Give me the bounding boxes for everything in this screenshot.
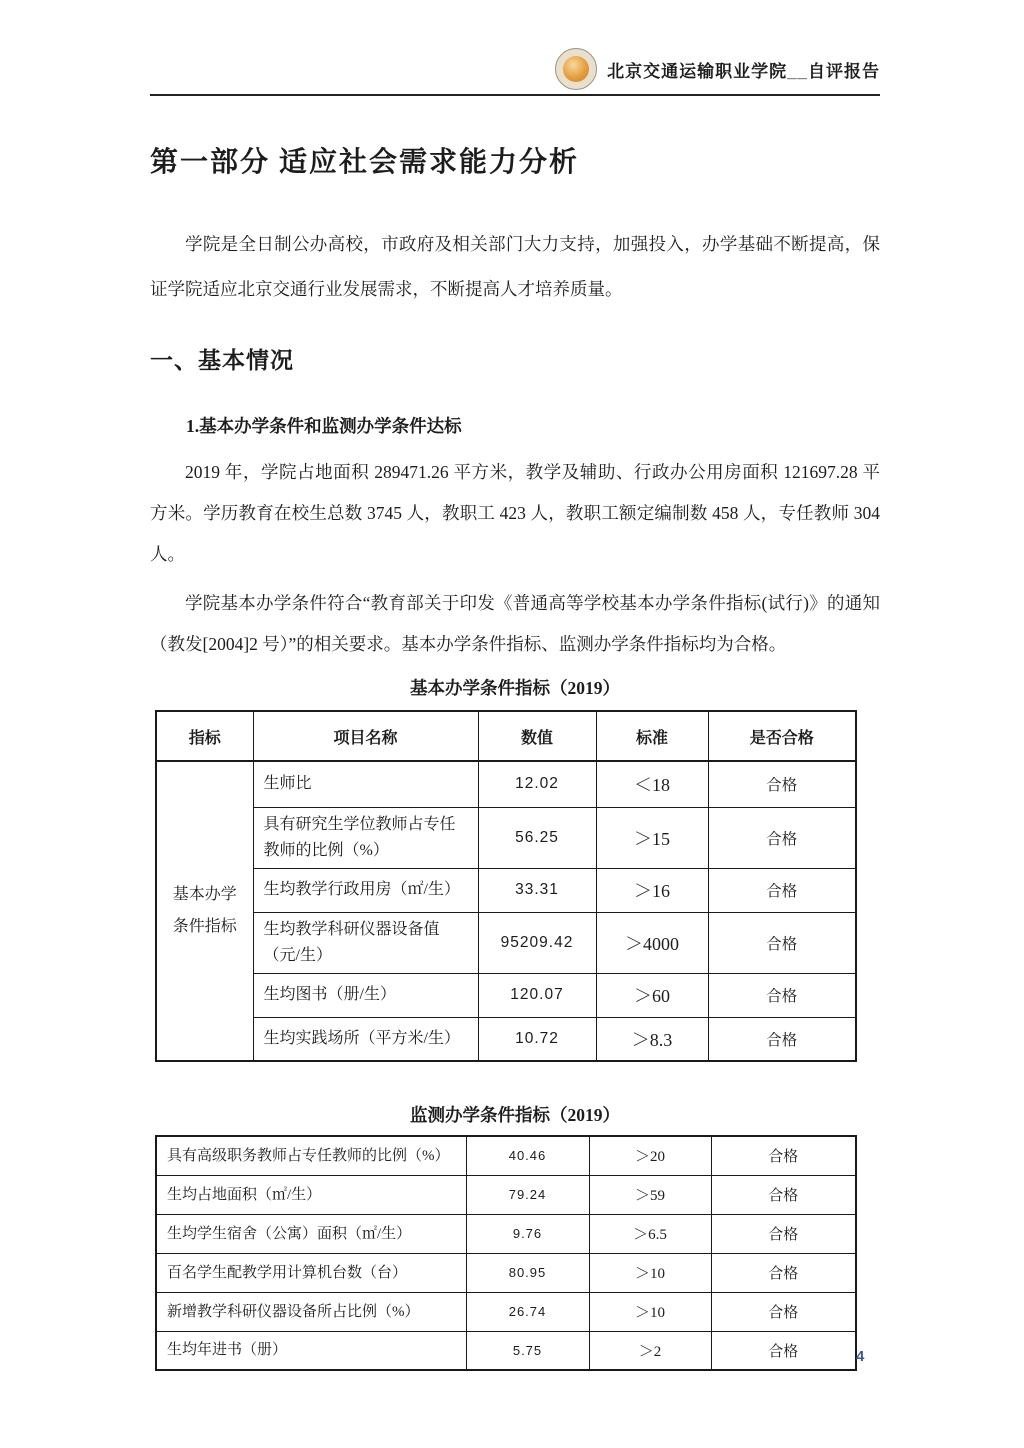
cell-qualified: 合格 (711, 1136, 856, 1175)
cell-item-name: 新增教学科研仪器设备所占比例（%） (156, 1292, 466, 1331)
cell-value: 26.74 (466, 1292, 589, 1331)
cell-item-name: 生均图书（册/生） (253, 973, 478, 1017)
table-row (156, 1292, 856, 1331)
table-row (156, 1175, 856, 1214)
table-row (156, 868, 856, 912)
cell-standard: ＞16 (596, 868, 708, 912)
cell-value: 5.75 (466, 1331, 589, 1370)
compliance-paragraph: 学院基本办学条件符合“教育部关于印发《普通高等学校基本办学条件指标(试行)》的通知（教发[2004]2 号）”的相关要求。基本办学条件指标、监测办学条件指标均为合格。 (150, 593, 880, 654)
college-seal-center (563, 56, 589, 82)
section-title: 一、基本情况 (150, 348, 294, 373)
group-label-cell: 基本办学条件指标 (156, 761, 253, 1061)
intro-paragraph: 学院是全日制公办高校，市政府及相关部门大力支持，加强投入，办学基础不断提高，保证学院适应北京交通行业发展需求，不断提高人才培养质量。 (150, 234, 880, 299)
header-divider (150, 94, 880, 96)
cell-qualified: 合格 (708, 807, 856, 868)
cell-standard: ＞20 (589, 1136, 711, 1175)
cell-item-name: 生均教学科研仪器设备值（元/生） (253, 912, 478, 973)
cell-qualified: 合格 (708, 761, 856, 807)
page-number: 4 (856, 1348, 865, 1365)
cell-qualified: 合格 (711, 1331, 856, 1370)
col-header-indicator: 指标 (156, 711, 253, 761)
table-row (156, 1017, 856, 1061)
cell-value: 10.72 (478, 1017, 596, 1061)
cell-qualified: 合格 (711, 1292, 856, 1331)
col-header-qualified: 是否合格 (708, 711, 856, 761)
cell-item-name: 生均年进书（册） (156, 1331, 466, 1370)
cell-qualified: 合格 (708, 973, 856, 1017)
col-header-standard: 标准 (596, 711, 708, 761)
cell-standard: ＞10 (589, 1253, 711, 1292)
cell-item-name: 具有高级职务教师占专任教师的比例（%） (156, 1136, 466, 1175)
cell-value: 95209.42 (478, 912, 596, 973)
cell-value: 33.31 (478, 868, 596, 912)
cell-standard: ＞59 (589, 1175, 711, 1214)
header-title: 北京交通运输职业学院__自评报告 (607, 61, 880, 81)
cell-standard: ＞2 (589, 1331, 711, 1370)
table-row (156, 1214, 856, 1253)
cell-item-name: 百名学生配教学用计算机台数（台） (156, 1253, 466, 1292)
basic-conditions-table (155, 710, 857, 1062)
part-title: 第一部分 适应社会需求能力分析 (150, 147, 580, 178)
cell-standard: ＞6.5 (589, 1214, 711, 1253)
cell-item-name: 生均学生宿舍（公寓）面积（㎡/生） (156, 1214, 466, 1253)
cell-value: 120.07 (478, 973, 596, 1017)
cell-item-name: 具有研究生学位教师占专任教师的比例（%） (253, 807, 478, 868)
monitoring-conditions-table-title: 监测办学条件指标（2019） (410, 1105, 620, 1125)
conditions-paragraph: 2019 年，学院占地面积 289471.26 平方米，教学及辅助、行政办公用房面积 121697.28 平方米。学历教育在校生总数 3745 人，教职工 423 人，教职工额定编制数 458 人，专任教师 304 人。 (150, 462, 880, 564)
cell-item-name: 生师比 (253, 761, 478, 807)
cell-qualified: 合格 (711, 1175, 856, 1214)
cell-value: 40.46 (466, 1136, 589, 1175)
table-row (156, 1331, 856, 1370)
cell-value: 9.76 (466, 1214, 589, 1253)
cell-standard: ＜18 (596, 761, 708, 807)
cell-standard: ＞60 (596, 973, 708, 1017)
table-row (156, 1253, 856, 1292)
cell-qualified: 合格 (711, 1214, 856, 1253)
table-header-row (156, 711, 856, 761)
monitoring-conditions-table (155, 1135, 857, 1371)
document-header (150, 0, 880, 90)
cell-value: 56.25 (478, 807, 596, 868)
table-row (156, 973, 856, 1017)
cell-value: 80.95 (466, 1253, 589, 1292)
col-header-item-name: 项目名称 (253, 711, 478, 761)
cell-value: 12.02 (478, 761, 596, 807)
cell-qualified: 合格 (711, 1253, 856, 1292)
subsection-title: 1.基本办学条件和监测办学条件达标 (186, 416, 462, 436)
col-header-value: 数值 (478, 711, 596, 761)
cell-qualified: 合格 (708, 912, 856, 973)
basic-conditions-table-title: 基本办学条件指标（2019） (410, 678, 620, 698)
cell-qualified: 合格 (708, 1017, 856, 1061)
table-row (156, 912, 856, 973)
table-row (156, 1136, 856, 1175)
cell-item-name: 生均教学行政用房（㎡/生） (253, 868, 478, 912)
cell-standard: ＞8.3 (596, 1017, 708, 1061)
cell-item-name: 生均实践场所（平方米/生） (253, 1017, 478, 1061)
college-seal-icon (555, 48, 597, 90)
cell-value: 79.24 (466, 1175, 589, 1214)
table-row (156, 761, 856, 807)
table-row (156, 807, 856, 868)
cell-standard: ＞4000 (596, 912, 708, 973)
cell-standard: ＞15 (596, 807, 708, 868)
cell-standard: ＞10 (589, 1292, 711, 1331)
cell-item-name: 生均占地面积（㎡/生） (156, 1175, 466, 1214)
cell-qualified: 合格 (708, 868, 856, 912)
